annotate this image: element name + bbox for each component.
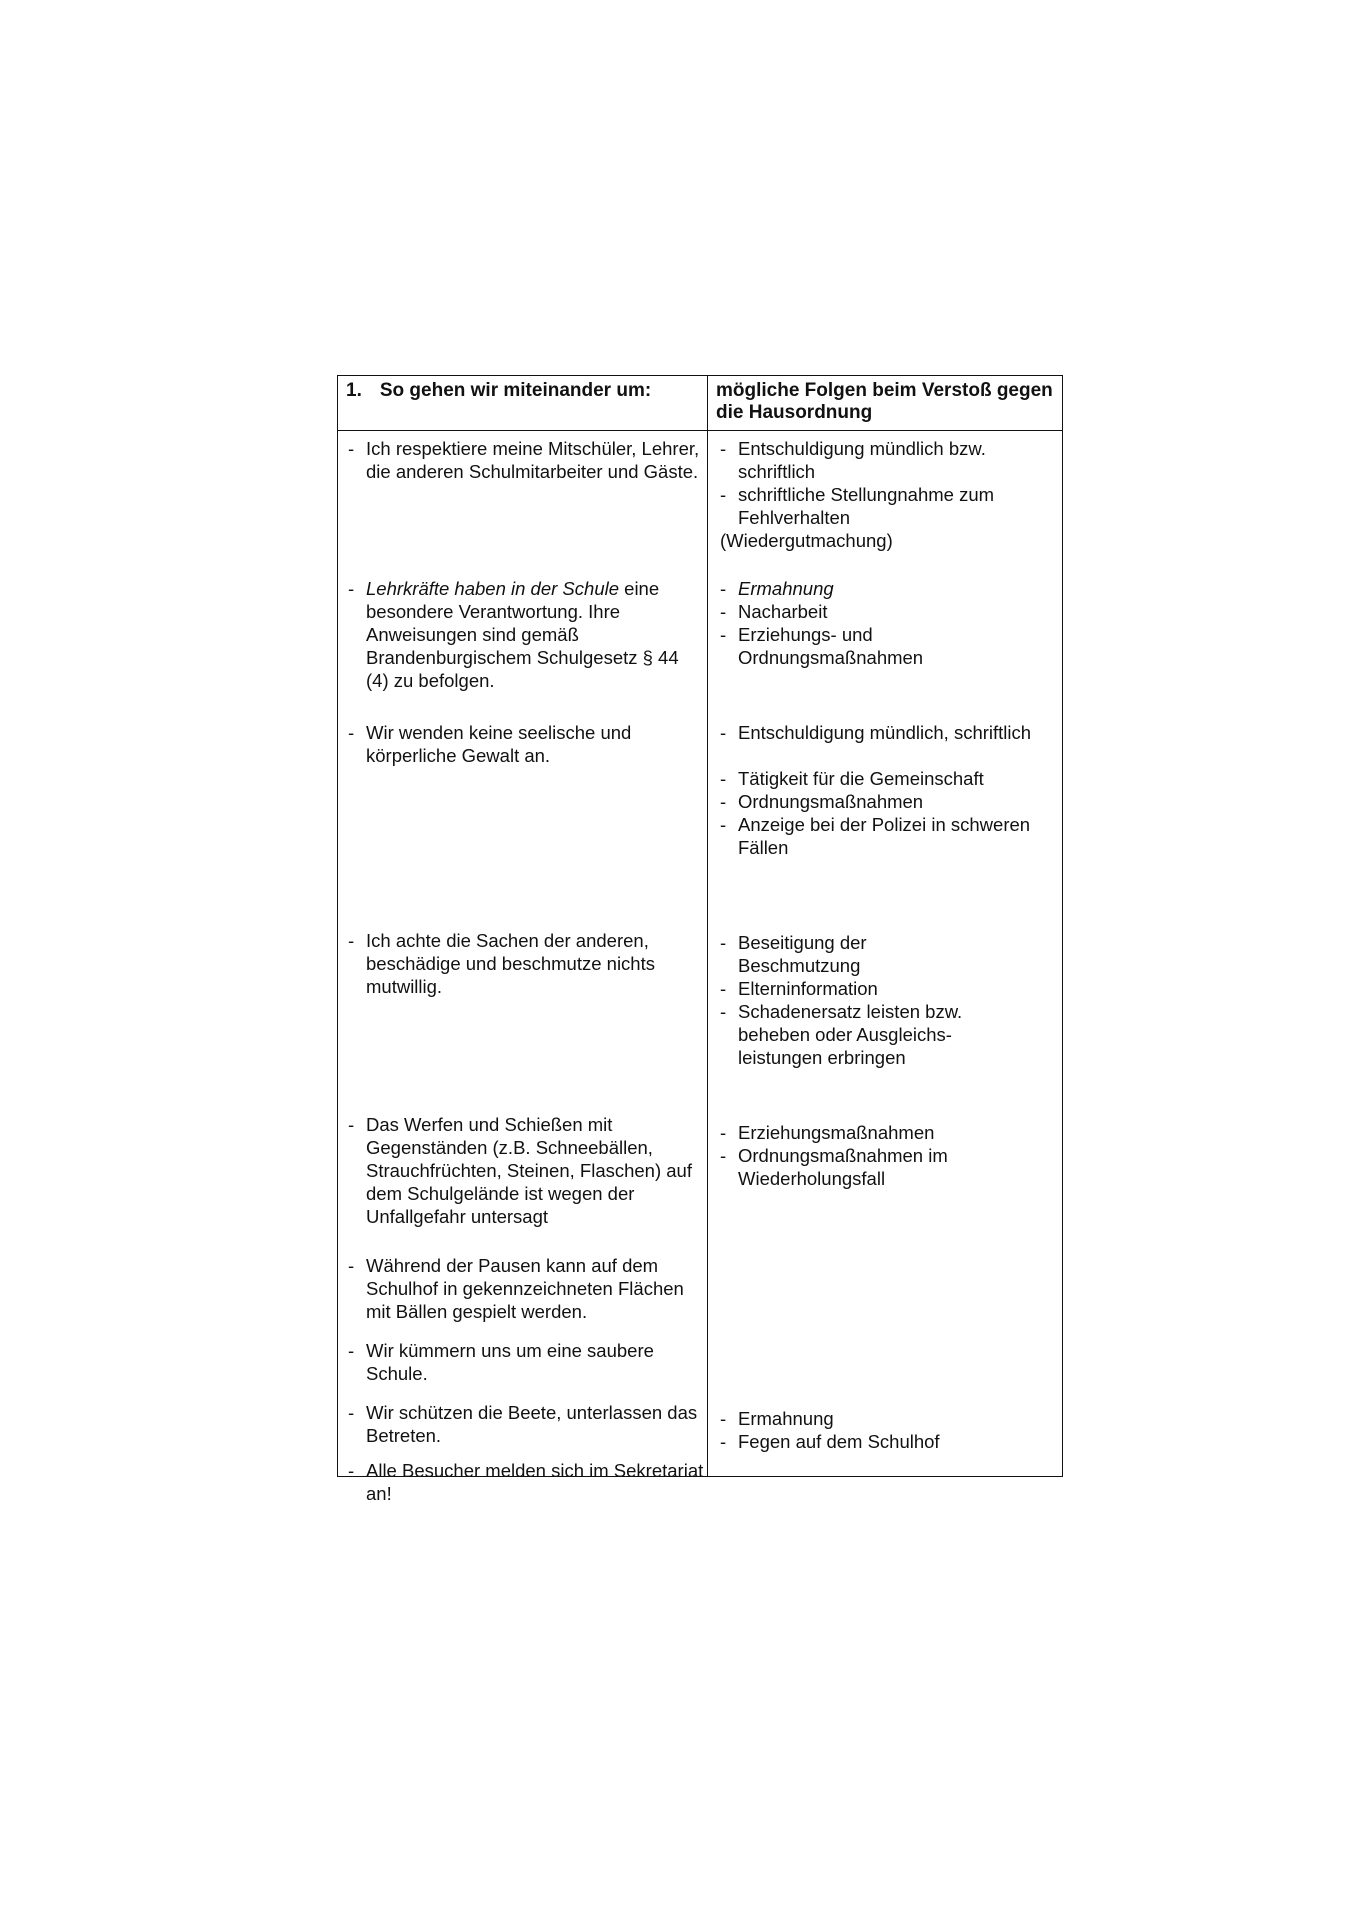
consequences-column [708,431,1061,1476]
consequence-item: - Entschuldigung mündlich, schriftlich [720,722,1032,743]
section-number: 1. [346,380,362,401]
rule-item: - Lehrkräfte haben in der Schule eine besondere Verantwortung. Ihre Anweisungen sind gemäß Brandenburgischem Schulgesetz § 44 (4) zu befolgen. [348,578,679,691]
consequence-item: - Entschuldigung mündlich bzw. schriftlich [720,438,986,482]
header-right-cell: mögliche Folgen beim Verstoß gegen die Hausordnung [716,380,1053,423]
rule-item: - Das Werfen und Schießen mit Gegenständen (z.B. Schneebällen, Strauchfrüchten, Steinen, Flaschen) auf dem Schulgelände ist wegen der Unfallgefahr untersagt [348,1114,692,1227]
table-header-row [338,376,1062,431]
consequence-item: - Ordnungsmaßnahmen im Wiederholungsfall [720,1145,948,1189]
consequence-item: - Nacharbeit [720,601,828,622]
consequence-item: - Elterninformation [720,978,878,999]
rule-item: - Wir schützen die Beete, unterlassen das Betreten. [348,1402,698,1446]
consequence-item: - Erziehungsmaßnahmen [720,1122,935,1143]
consequence-item: - Tätigkeit für die Gemeinschaft [720,768,984,789]
header-left-cell [338,376,708,430]
table-body-row [338,431,1062,1504]
consequence-item: - Schadenersatz leisten bzw. beheben oder Ausgleichs- leistungen erbringen [720,1001,963,1068]
consequence-item: - Fegen auf dem Schulhof [720,1431,940,1452]
consequence-item: - Anzeige bei der Polizei in schweren Fällen [720,814,1031,858]
consequence-item: (Wiedergutmachung) [720,530,893,551]
consequence-item: - Beseitigung der Beschmutzung [720,932,867,976]
rule-item: - Ich respektiere meine Mitschüler, Lehrer, die anderen Schulmitarbeiter und Gäste. [348,438,700,482]
consequence-item: - Ordnungsmaßnahmen [720,791,924,812]
rule-item: - Wir wenden keine seelische und körperliche Gewalt an. [348,722,632,766]
rule-item: - Wir kümmern uns um eine saubere Schule. [348,1340,654,1384]
rule-item: - Ich achte die Sachen der anderen, beschädige und beschmutze nichts mutwillig. [348,930,655,997]
consequence-item: - Erziehungs- und Ordnungsmaßnahmen [720,624,924,668]
consequence-item: - Ermahnung [720,578,834,599]
consequence-item: - Ermahnung [720,1408,834,1429]
rules-table [337,375,1063,1504]
consequence-item: - schriftliche Stellungnahme zum Fehlverhalten [720,484,995,528]
rules-column [338,431,708,1504]
rule-item: - Während der Pausen kann auf dem Schulhof in gekennzeichneten Flächen mit Bällen gespielt werden. [348,1255,684,1322]
section-title: So gehen wir miteinander um: [379,380,652,401]
rule-item: - Alle Besucher melden sich im Sekretariat an! [348,1460,704,1504]
